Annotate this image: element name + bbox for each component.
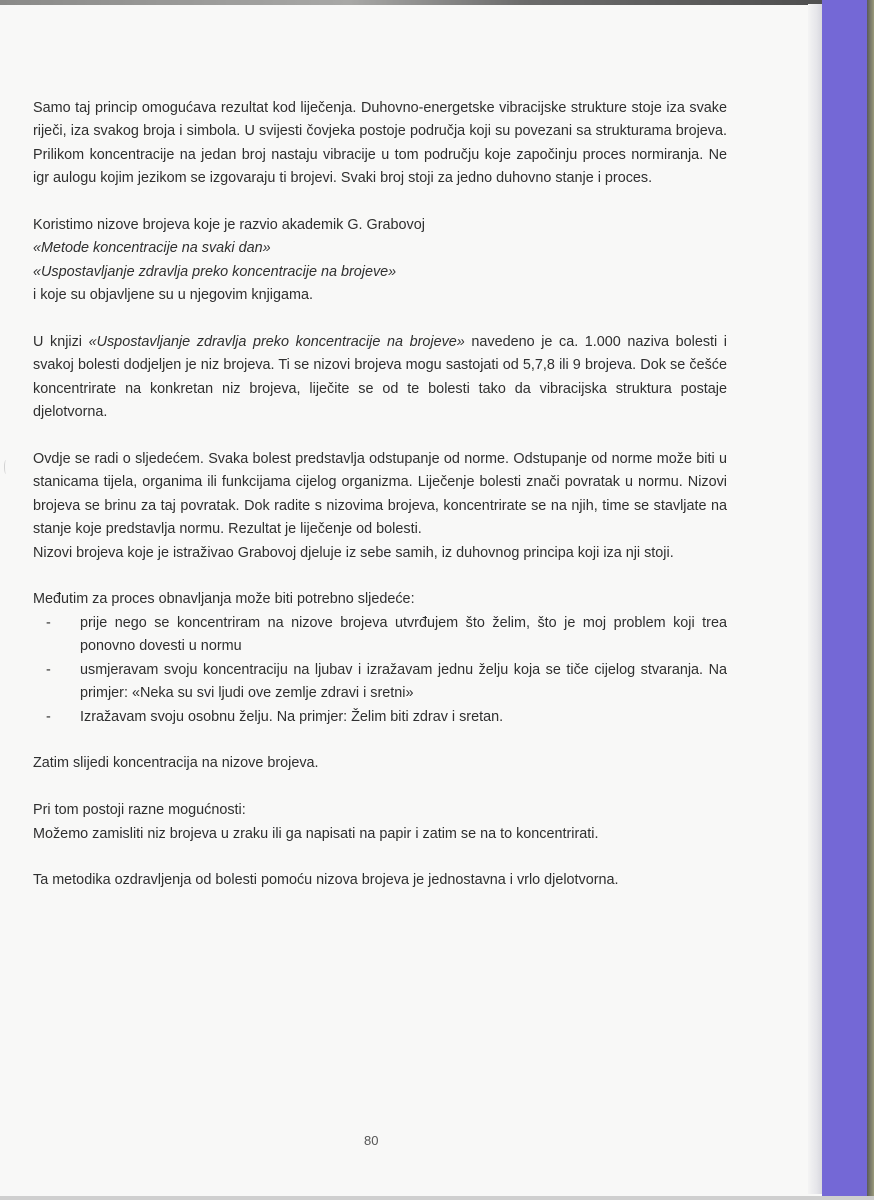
dash-bullet: -: [46, 661, 51, 678]
paragraph-2-line-4: i koje su objavljene su u njegovim knjigama.: [33, 287, 313, 304]
list-item-text: usmjeravam svoju koncentraciju na ljubav i izražavam jednu želju koja se tiče cijelog stvaranja. Na primjer: «Neka su svi ljudi ove zemlje zdravi i sretni»: [80, 661, 727, 702]
paragraph-8-line-1: Pri tom postoji razne mogućnosti:: [33, 802, 246, 819]
list-item-text: prije nego se koncentriram na nizove brojeva utvrđujem što želim, što je moj problem koji trea ponovno dovesti u normu: [80, 614, 727, 655]
paragraph-7: Zatim slijedi koncentracija na nizove brojeva.: [33, 755, 319, 772]
paragraph-8: [33, 799, 727, 846]
bottom-scan-edge: [0, 1196, 874, 1200]
paragraph-8-line-2: Možemo zamisliti niz brojeva u zraku ili ga napisati na papir i zatim se na to koncentrirati.: [33, 825, 599, 842]
page-edge: [808, 4, 822, 1194]
paragraph-1: Samo taj princip omogućava rezultat kod liječenja. Duhovno-energetske vibracijske strukture stoje iza svake riječi, iza svakog broja i simbola. U svijesti čovjeka postoje područja koji su povezani sa strukturama brojeva. Prilikom koncentracije na jedan broj nastaju vibracije u tom području koje započinju proces normiranja. Ne igr aulogu kojim jezikom se izgovaraju ti brojevi. Svaki broj stoji za jedno duhovno stanje i proces.: [33, 100, 727, 187]
paragraph-3-prefix: U knjizi: [33, 334, 89, 351]
book-title-1: «Metode koncentracije na svaki dan»: [33, 240, 271, 257]
purple-cover-band: [822, 0, 867, 1196]
book-title-2: «Uspostavljanje zdravlja preko koncentracije na brojeve»: [33, 263, 397, 280]
paragraph-9: Ta metodika ozdravljenja od bolesti pomoću nizova brojeva je jednostavna i vrlo djelotvorna.: [33, 872, 619, 889]
dash-bullet: -: [46, 708, 51, 725]
paragraph-2: [33, 214, 727, 308]
paragraph-3: [33, 331, 727, 425]
paragraph-3-rest: navedeno je ca. 1.000 naziva bolesti i svakoj bolesti dodjeljen je niz brojeva. Ti se nizovi brojeva mogu sastojati od 5,7,8 ili 9 brojeva. Dok se češće koncentrirate na konkretan niz brojeva, liječite se od te bolesti tako da vibracijska struktura postaje djelotvorna.: [33, 334, 728, 421]
page-number: 80: [364, 1133, 379, 1148]
text-column: [33, 97, 727, 916]
requirements-list: [33, 612, 727, 729]
left-margin-mark: [4, 460, 8, 474]
paragraph-6: Međutim za proces obnavljanja može biti potrebno sljedeće:: [33, 591, 415, 608]
right-scan-edge: [867, 0, 874, 1200]
paragraph-3-book-title: «Uspostavljanje zdravlja preko koncentracije na brojeve»: [88, 334, 465, 351]
list-item: [33, 706, 727, 729]
paragraph-4: Ovdje se radi o sljedećem. Svaka bolest predstavlja odstupanje od norme. Odstupanje od norme može biti u stanicama tijela, organima ili funkcijama cijelog organizma. Liječenje bolesti znači povratak u normu. Nizovi brojeva se brinu za taj povratak. Dok radite s nizovima brojeva, koncentrirate se na njih, time se stavljate na stanje koje predstavlja normu. Rezultat je liječenje od bolesti.: [33, 451, 727, 538]
paragraph-2-line-1: Koristimo nizove brojeva koje je razvio akademik G. Grabovoj: [33, 217, 425, 234]
top-scan-shadow: [0, 0, 874, 5]
dash-bullet: -: [46, 614, 51, 631]
list-item: [33, 659, 727, 706]
list-item: [33, 612, 727, 659]
paragraph-5: Nizovi brojeva koje je istraživao Grabovoj djeluje iz sebe samih, iz duhovnog principa koji iza nji stoji.: [33, 544, 674, 561]
list-item-text: Izražavam svoju osobnu želju. Na primjer: Želim biti zdrav i sretan.: [80, 708, 504, 725]
